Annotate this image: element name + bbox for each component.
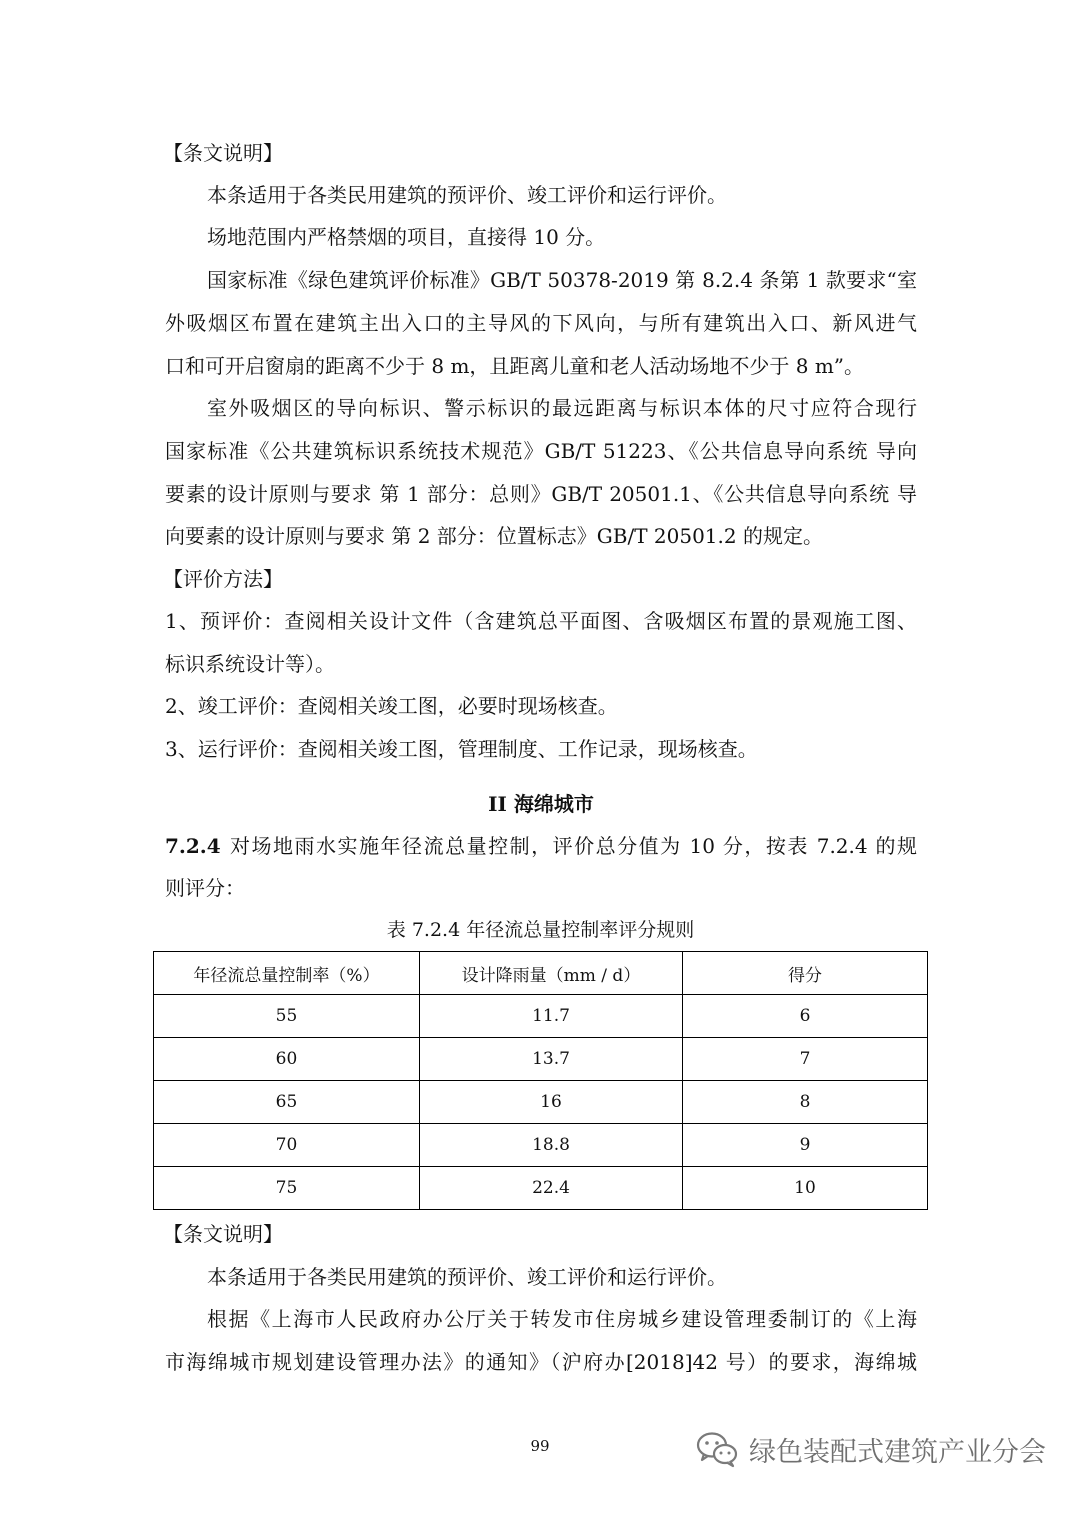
table-row: [154, 995, 928, 1038]
table-cell: 13.7: [420, 1038, 683, 1081]
paragraph-line: 市海绵城市规划建设管理办法》的通知》（沪府办[2018]42 号）的要求，海绵城: [165, 1350, 917, 1374]
table-cell: 9: [683, 1124, 928, 1167]
paragraph-line: 国家标准《绿色建筑评价标准》GB/T 50378-2019 第 8.2.4 条第 1 款要求“室: [207, 268, 917, 292]
paragraph-line: 国家标准《公共建筑标识系统技术规范》GB/T 51223、《公共信息导向系统 导向: [165, 439, 917, 463]
clause-text: 对场地雨水实施年径流总量控制，评价总分值为 10 分，按表 7.2.4 的规: [230, 834, 917, 858]
wechat-icon: [695, 1429, 739, 1469]
explanation-heading: 【条文说明】: [163, 141, 283, 165]
table-cell: 6: [683, 995, 928, 1038]
table-cell: 65: [154, 1081, 420, 1124]
table-cell: 10: [683, 1167, 928, 1210]
clause-number: 7.2.4: [165, 834, 221, 858]
table-row: [154, 1124, 928, 1167]
table-row: [154, 1167, 928, 1210]
table-row: [154, 1038, 928, 1081]
evaluation-item: 2、竣工评价：查阅相关竣工图，必要时现场核查。: [165, 694, 618, 718]
table-cell: 8: [683, 1081, 928, 1124]
explanation-heading: 【条文说明】: [163, 1222, 283, 1246]
table-cell: 60: [154, 1038, 420, 1081]
table-row: [154, 1081, 928, 1124]
table-header-row: [154, 952, 928, 995]
watermark: [695, 1427, 1046, 1471]
table-cell: 7: [683, 1038, 928, 1081]
paragraph: 场地范围内严格禁烟的项目，直接得 10 分。: [207, 225, 606, 249]
paragraph: 本条适用于各类民用建筑的预评价、竣工评价和运行评价。: [207, 183, 727, 207]
table-cell: 70: [154, 1124, 420, 1167]
table-caption: 表 7.2.4 年径流总量控制率评分规则: [386, 919, 695, 941]
column-header: 得分: [683, 952, 928, 995]
evaluation-heading: 【评价方法】: [163, 567, 283, 591]
paragraph-line: 向要素的设计原则与要求 第 2 部分：位置标志》GB/T 20501.2 的规定。: [165, 524, 823, 548]
paragraph: 本条适用于各类民用建筑的预评价、竣工评价和运行评价。: [207, 1265, 727, 1289]
paragraph-line: 根据《上海市人民政府办公厅关于转发市住房城乡建设管理委制订的《上海: [207, 1307, 917, 1331]
column-header: 年径流总量控制率（%）: [154, 952, 420, 995]
paragraph-line: 口和可开启窗扇的距离不少于 8 m，且距离儿童和老人活动场地不少于 8 m”。: [165, 354, 865, 378]
table-cell: 11.7: [420, 995, 683, 1038]
page-number: 99: [530, 1437, 550, 1455]
evaluation-item: 3、运行评价：查阅相关竣工图，管理制度、工作记录，现场核查。: [165, 737, 758, 761]
score-table: [153, 951, 928, 1210]
clause-text-continued: 则评分：: [165, 876, 245, 900]
table-cell: 18.8: [420, 1124, 683, 1167]
column-header: 设计降雨量（mm / d）: [420, 952, 683, 995]
evaluation-item: 1、预评价：查阅相关设计文件（含建筑总平面图、含吸烟区布置的景观施工图、: [165, 609, 917, 633]
evaluation-item-continued: 标识系统设计等）。: [165, 652, 335, 676]
table-cell: 55: [154, 995, 420, 1038]
paragraph-line: 要素的设计原则与要求 第 1 部分：总则》GB/T 20501.1、《公共信息导向系统 导: [165, 482, 917, 506]
table-cell: 16: [420, 1081, 683, 1124]
table-cell: 22.4: [420, 1167, 683, 1210]
watermark-text: 绿色装配式建筑产业分会: [749, 1436, 1046, 1468]
paragraph-line: 外吸烟区布置在建筑主出入口的主导风的下风向，与所有建筑出入口、新风进气: [165, 311, 917, 335]
section-title: II 海绵城市: [488, 792, 594, 816]
table-cell: 75: [154, 1167, 420, 1210]
paragraph-line: 室外吸烟区的导向标识、警示标识的最远距离与标识本体的尺寸应符合现行: [207, 396, 917, 420]
